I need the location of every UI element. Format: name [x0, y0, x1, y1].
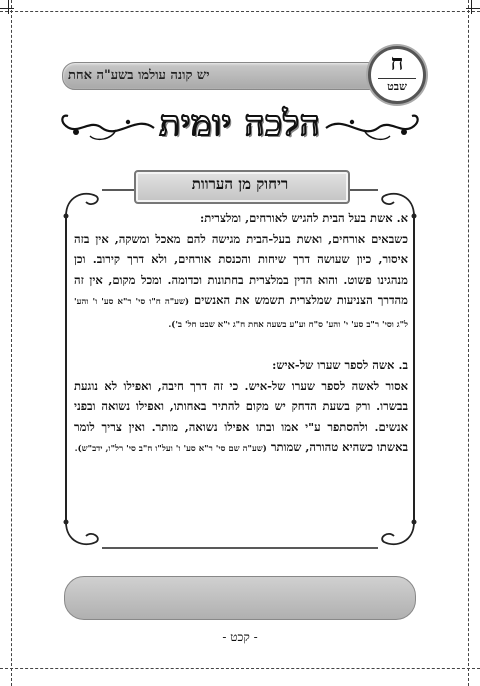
- crop-mark: [471, 0, 472, 14]
- page-title: הלכה יומית: [159, 104, 321, 144]
- badge-divider: [378, 78, 416, 79]
- flourish-left-icon: [56, 110, 156, 146]
- footer-bar: [64, 576, 416, 620]
- crop-guide-top: [0, 11, 480, 12]
- source-citation: (שע"ה ח"ו סי' ר"א סע' ו' והע' ל"ג וסי' ר"ב סע' י' והע' ס"ח וע"ע בשעה אחת ח"ג י"א שבט חל' ב').: [74, 297, 408, 330]
- crop-mark: [8, 0, 9, 14]
- source-citation: (שע"ה שם סי' ר"א סע' ו' ועל"ו ח"ב סי' רל"ו, ידב"ש).: [74, 444, 267, 454]
- header-subtitle: יש קונה עולמו בשע"ה אחת: [68, 68, 210, 83]
- paragraph-a: [74, 208, 408, 335]
- crop-guide-right: [468, 0, 469, 686]
- flourish-right-icon: [324, 110, 424, 146]
- paragraph-heading: ב. אשה לספר שערו של-איש:: [272, 358, 408, 372]
- paragraph-b: [74, 355, 408, 460]
- crop-mark: [0, 8, 14, 9]
- section-heading: ריחוק מן הערוות: [191, 175, 289, 193]
- crop-mark: [466, 8, 480, 9]
- content-body: [74, 208, 408, 460]
- paragraph-text: כשבאים אורחים, ואשת בעל-הבית מגישה להם מאכל ומשקה, אין בזה איסור, כיון שעושה דרך שיחות והכנסת אורחים, ולא דרך קירוב. וכן מנהגינו פשוט. והוא הדין במלצרית בחתונות וכדומה. ומכל מקום, אין זה מהדרך הצניעות שמלצרית תשמש את האנשים: [74, 231, 408, 307]
- crop-guide-left: [11, 0, 12, 686]
- paragraph-text: אסור לאשה לספר שערו של-איש. כי זה דרך חיבה, ואפילו לא נוגעת בבשרו. ורק בשעת הדחק יש מקום להתיר באחותו, ואפילו נשואה ובפני אנשים. ולהסתפר ע"י אמו ובתו אפילו נשואה, מותר. ואין צריך לומר באשתו כשהיא טהורה, שמותר: [74, 378, 408, 454]
- badge-letter: ח: [390, 50, 404, 76]
- paragraph-heading: א. אשת בעל הבית להגיש לאורחים, ומלצרית:: [200, 211, 408, 225]
- page-number: - קכט -: [222, 630, 258, 644]
- badge-week: שבט: [387, 80, 407, 93]
- crop-guide-bottom: [0, 668, 480, 669]
